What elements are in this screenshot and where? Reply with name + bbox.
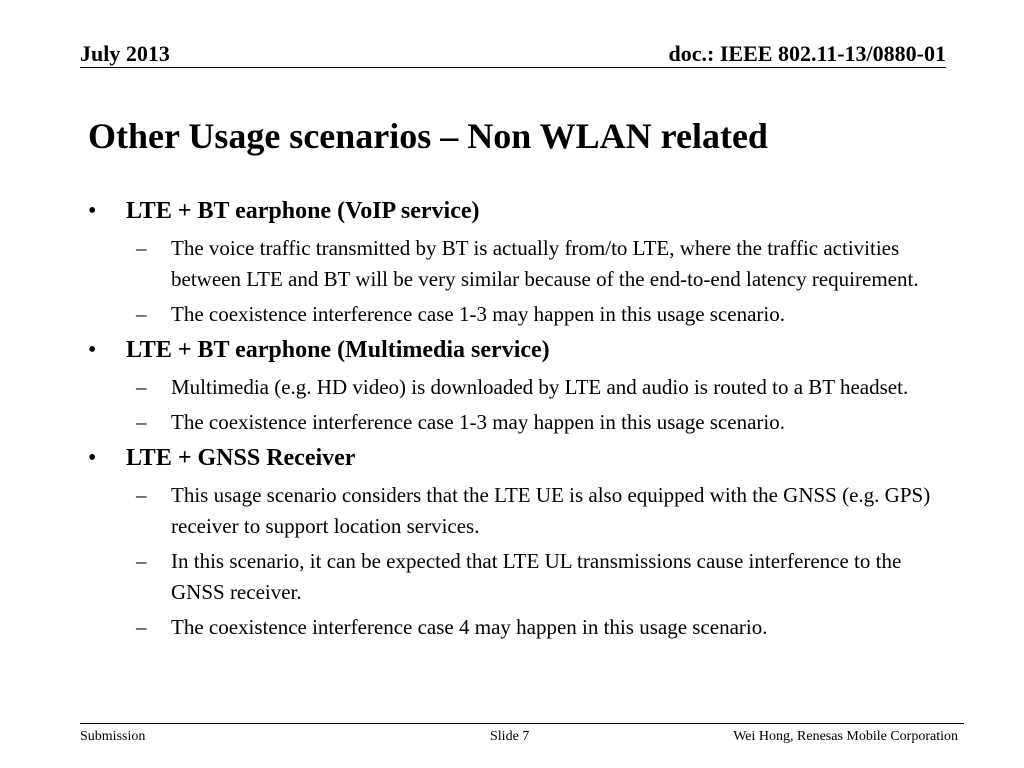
bullet-heading: LTE + BT earphone (Multimedia service): [126, 337, 550, 363]
sub-item-text: The coexistence interference case 1-3 may happen in this usage scenario.: [171, 410, 785, 434]
bullet-item: [88, 334, 938, 366]
sub-item: [88, 407, 938, 438]
sub-item-text: The coexistence interference case 4 may happen in this usage scenario.: [171, 615, 768, 639]
footer-author: Wei Hong, Renesas Mobile Corporation: [733, 729, 958, 744]
dash-icon: –: [136, 410, 147, 434]
bullet-item: [88, 442, 938, 474]
sub-item-text: This usage scenario considers that the LTE UE is also equipped with the GNSS (e.g. GPS) receiver to support location services.: [171, 483, 931, 538]
section-multimedia: [88, 334, 938, 438]
bullet-icon: •: [88, 198, 97, 224]
footer-slide-number: Slide 7: [490, 729, 530, 744]
slide-content: [88, 195, 938, 647]
sub-item: [88, 480, 938, 542]
section-gnss: [88, 442, 938, 643]
sub-item-text: Multimedia (e.g. HD video) is downloaded by LTE and audio is routed to a BT headset.: [171, 375, 909, 399]
sub-item: [88, 546, 938, 608]
sub-item: [88, 372, 938, 403]
header-rule: [80, 67, 946, 68]
footer-submission: Submission: [80, 729, 146, 744]
slide-title: Other Usage scenarios – Non WLAN related: [88, 116, 768, 156]
sub-item-text: The voice traffic transmitted by BT is actually from/to LTE, where the traffic activities between LTE and BT will be very similar because of the end-to-end latency requirement.: [171, 236, 919, 291]
bullet-item: [88, 195, 938, 227]
dash-icon: –: [136, 483, 147, 507]
dash-icon: –: [136, 549, 147, 573]
dash-icon: –: [136, 615, 147, 639]
dash-icon: –: [136, 236, 147, 260]
sub-item-text: In this scenario, it can be expected that LTE UL transmissions cause interference to the GNSS receiver.: [171, 549, 902, 604]
sub-item-text: The coexistence interference case 1-3 may happen in this usage scenario.: [171, 302, 785, 326]
dash-icon: –: [136, 302, 147, 326]
bullet-heading: LTE + GNSS Receiver: [126, 445, 356, 471]
section-voip: [88, 195, 938, 330]
bullet-heading: LTE + BT earphone (VoIP service): [126, 198, 480, 224]
bullet-icon: •: [88, 337, 97, 363]
dash-icon: –: [136, 375, 147, 399]
sub-item: [88, 299, 938, 330]
header-doc-id: doc.: IEEE 802.11-13/0880-01: [668, 41, 946, 66]
bullet-icon: •: [88, 445, 97, 471]
footer-rule: [80, 723, 964, 724]
header-date: July 2013: [80, 41, 170, 66]
sub-item: [88, 233, 938, 295]
sub-item: [88, 612, 938, 643]
